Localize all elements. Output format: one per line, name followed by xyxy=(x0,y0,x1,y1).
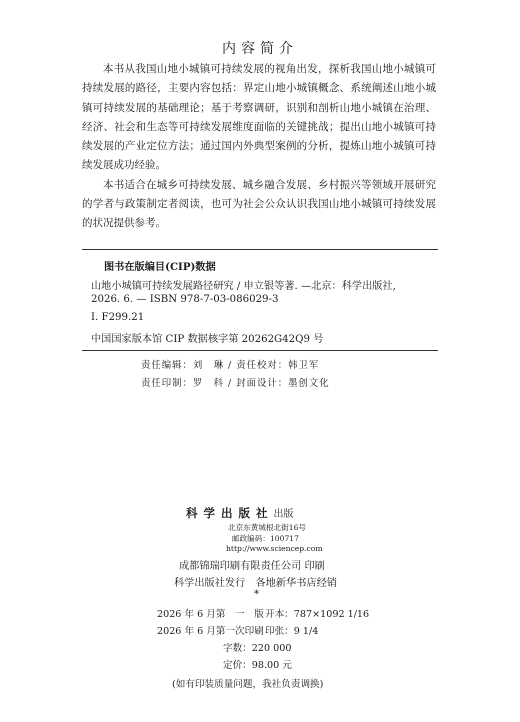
cover-label: 封面设计： xyxy=(236,378,289,389)
sheets-line: 印张：9 1/4 xyxy=(265,626,319,637)
cip-line-2: 2026. 6. — ISBN 978-7-03-086029-3 xyxy=(91,294,279,305)
editor-label: 责任编辑： xyxy=(141,360,193,371)
staff-row-1 xyxy=(141,357,319,371)
publisher-website: http://www.sciencep.com xyxy=(226,544,323,553)
intro-paragraph: 本书从我国山地小城镇可持续发展的视角出发，探析我国山地小城镇可持续发展的路径，主要内容包括：界定山地小城镇概念、系统阐述山地小城镇可持续发展的基础理论；基于考察调研，识别和剖析山地小城镇在治理、经济、社会和生态等可持续发展维度面临的关键挑战；提出山地小城镇可持续发展的产业定位方法；通过国内外典型案例的分析，提炼山地小城镇可持续发展成功经验。 xyxy=(82,63,436,172)
separator: / xyxy=(228,378,233,389)
staff-row-2 xyxy=(141,375,330,389)
printing-line: 2026 年 6 月第一次印刷 xyxy=(157,626,264,637)
publisher-postcode: 邮政编码：100717 xyxy=(232,534,299,543)
word-count-line: 字数：220 000 xyxy=(223,643,292,654)
cip-heading: 图书在版编目(CIP)数据 xyxy=(104,261,216,273)
printing-name: 罗 科 xyxy=(192,378,225,389)
edition-line: 2026 年 6 月第 一 版 xyxy=(157,609,264,620)
separator: / xyxy=(228,360,233,371)
price-line: 定价：98.00 元 xyxy=(223,660,292,671)
cip-line-1: 山地小城镇可持续发展路径研究 / 申立银等著. —北京：科学出版社, xyxy=(91,281,396,292)
divider-top xyxy=(82,249,438,250)
proofreader-name: 韩卫军 xyxy=(288,360,320,371)
editor-name: 刘 琳 xyxy=(192,360,225,371)
publisher-suffix: 出版 xyxy=(273,509,294,520)
cip-classification: Ⅰ. F299.21 xyxy=(91,312,145,323)
publisher-line xyxy=(186,502,294,521)
intro-paragraph: 本书适合在城乡可持续发展、城乡融合发展、乡村振兴等领域开展研究的学者与政策制定者阅读，也可为社会公众认识我国山地小城镇可持续发展的状况提供参考。 xyxy=(82,178,436,230)
cip-verification: 中国国家版本馆 CIP 数据核字第 20262G42Q9 号 xyxy=(91,334,324,345)
printing-label: 责任印制： xyxy=(141,378,193,389)
cover-name: 墨创文化 xyxy=(288,378,330,389)
quality-notice: (如有印装质量问题，我社负责调换) xyxy=(172,679,324,690)
proofreader-label: 责任校对： xyxy=(236,360,289,371)
printer-line: 成都锦瑞印刷有限责任公司 印刷 xyxy=(179,561,325,572)
intro-title: 内容简介 xyxy=(222,41,298,57)
format-line: 开本：787×1092 1/16 xyxy=(265,609,370,620)
divider-bottom xyxy=(82,350,438,351)
star-separator: * xyxy=(254,589,260,600)
intro-body xyxy=(82,60,436,234)
publisher-logo: 科学出版社 xyxy=(186,506,274,520)
publisher-address: 北京东黄城根北街16号 xyxy=(228,523,307,532)
distribution-line: 科学出版社发行 各地新华书店经销 xyxy=(174,578,337,589)
